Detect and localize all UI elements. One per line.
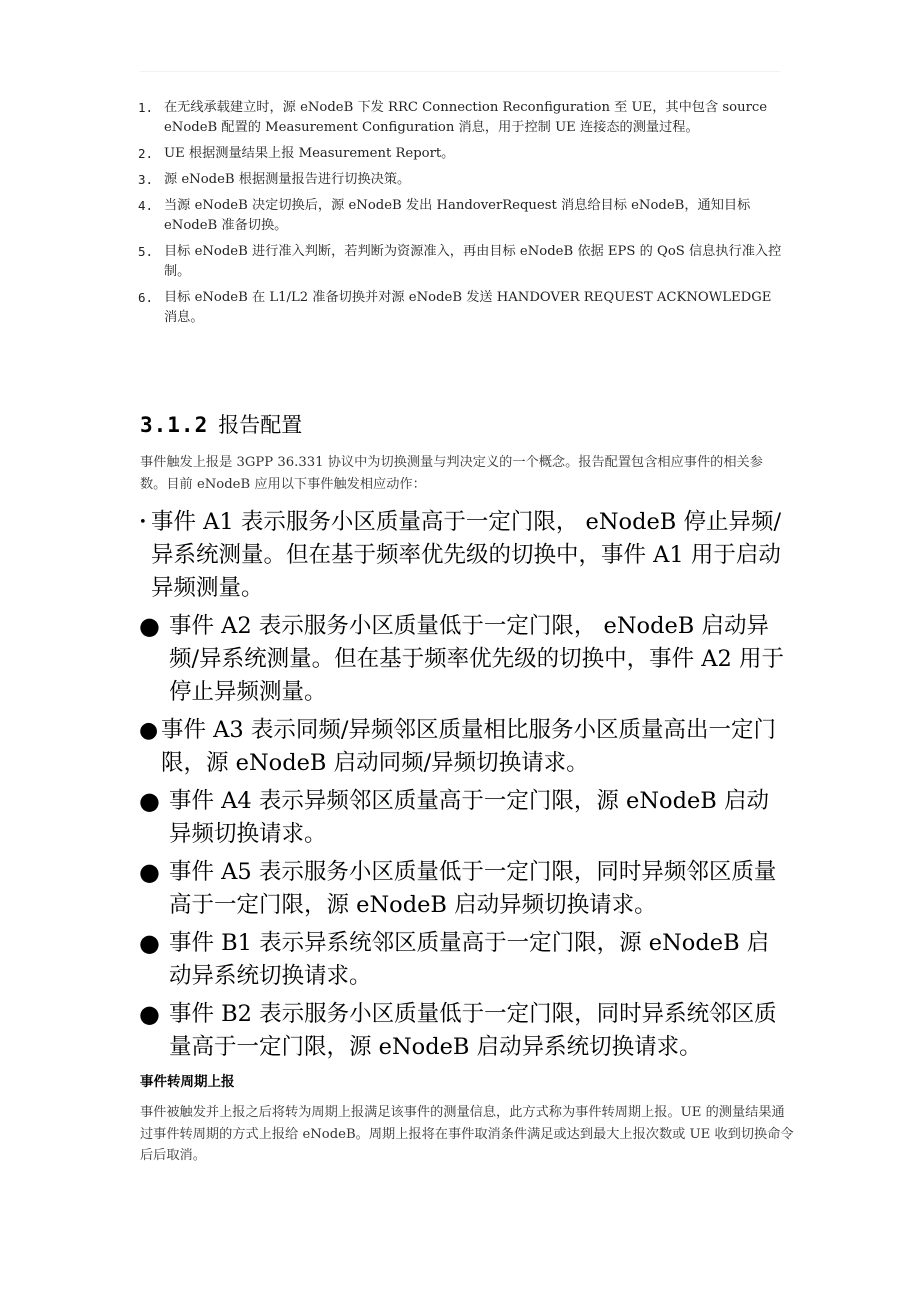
bullet-text: 事件 A3 表示同频/异频邻区质量相比服务小区质量高出一定门限，源 eNodeB 启动同频/异频切换请求。	[161, 717, 776, 776]
bullet-icon: ●	[139, 858, 160, 886]
bullet-icon: ●	[139, 787, 160, 815]
step-text: UE 根据测量结果上报 Measurement Report。	[164, 146, 455, 161]
bullet-icon: ●	[139, 612, 160, 640]
bullet-text: 事件 A5 表示服务小区质量低于一定门限，同时异频邻区质量高于一定门限，源 eNodeB 启动异频切换请求。	[169, 859, 777, 918]
step-number: 4.	[138, 198, 154, 213]
bullet-text: 事件 A2 表示服务小区质量低于一定门限， eNodeB 启动异频/异系统测量。但在基于频率优先级的切换中，事件 A2 用于停止异频测量。	[169, 613, 784, 705]
list-item	[138, 242, 784, 282]
step-text: 当源 eNodeB 决定切换后，源 eNodeB 发出 HandoverRequest 消息给目标 eNodeB，通知目标 eNodeB 准备切换。	[164, 198, 751, 233]
step-number: 6.	[138, 290, 154, 305]
list-item	[138, 144, 784, 164]
list-item	[139, 998, 787, 1064]
list-item	[138, 98, 784, 138]
step-text: 源 eNodeB 根据测量报告进行切换决策。	[164, 172, 411, 187]
list-item	[139, 927, 787, 993]
bullet-text: 事件 A1 表示服务小区质量高于一定门限， eNodeB 停止异频/异系统测量。但在基于频率优先级的切换中，事件 A1 用于启动异频测量。	[151, 509, 782, 601]
section-intro: 事件触发上报是 3GPP 36.331 协议中为切换测量与判决定义的一个概念。报告配置包含相应事件的相关参数。目前 eNodeB 应用以下事件触发相应动作：	[140, 455, 763, 492]
list-item	[139, 714, 787, 780]
page-top-rule	[140, 71, 780, 72]
bullet-text: 事件 B2 表示服务小区质量低于一定门限，同时异系统邻区质量高于一定门限，源 eNodeB 启动异系统切换请求。	[169, 1001, 777, 1060]
subsection-title: 事件转周期上报	[140, 1074, 235, 1090]
list-item	[138, 170, 784, 190]
step-text: 目标 eNodeB 在 L1/L2 准备切换并对源 eNodeB 发送 HANDOVER REQUEST ACKNOWLEDGE 消息。	[164, 290, 772, 325]
bullet-icon: ●	[139, 1000, 160, 1028]
bullet-icon: •	[139, 515, 147, 530]
list-item	[139, 506, 787, 605]
step-number: 2.	[138, 146, 154, 161]
section-number: 3.1.2	[140, 413, 209, 437]
list-item	[138, 288, 784, 328]
bullet-icon: ●	[139, 718, 159, 743]
subsection-paragraph: 事件被触发并上报之后将转为周期上报满足该事件的测量信息，此方式称为事件转周期上报。UE 的测量结果通过事件转周期的方式上报给 eNodeB。周期上报将在事件取消条件满足或达到最大上报次数或 UE 收到切换命令后后取消。	[140, 1105, 794, 1163]
list-item	[139, 856, 787, 922]
section-heading	[140, 410, 302, 440]
bullet-icon: ●	[139, 929, 160, 957]
list-item	[138, 196, 784, 236]
step-number: 3.	[138, 172, 154, 187]
bullet-text: 事件 A4 表示异频邻区质量高于一定门限，源 eNodeB 启动异频切换请求。	[169, 788, 769, 847]
step-text: 目标 eNodeB 进行准入判断，若判断为资源准入，再由目标 eNodeB 依据 EPS 的 QoS 信息执行准入控制。	[164, 244, 782, 279]
list-item	[139, 785, 787, 851]
step-number: 1.	[138, 100, 154, 115]
event-bullets-list	[139, 506, 787, 1069]
step-number: 5.	[138, 244, 154, 259]
step-text: 在无线承载建立时，源 eNodeB 下发 RRC Connection Reconfiguration 至 UE，其中包含 source eNodeB 配置的 Measurement Configuration 消息，用于控制 UE 连接态的测量过程。	[164, 100, 768, 135]
bullet-text: 事件 B1 表示异系统邻区质量高于一定门限，源 eNodeB 启动异系统切换请求。	[169, 930, 770, 989]
section-title: 报告配置	[218, 413, 303, 437]
handover-steps-list	[138, 98, 784, 334]
list-item	[139, 610, 787, 709]
